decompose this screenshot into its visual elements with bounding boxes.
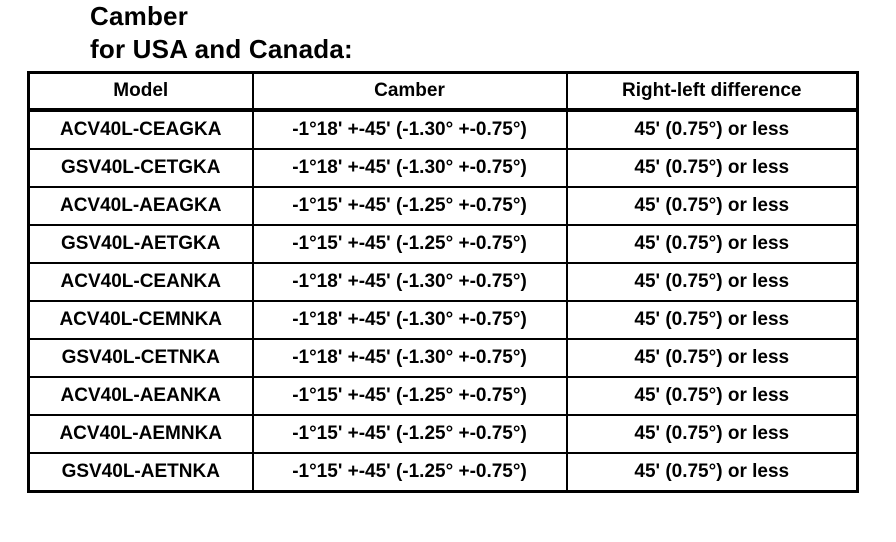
cell-camber: -1°15' +-45' (-1.25° +-0.75°) — [253, 225, 567, 263]
cell-camber: -1°15' +-45' (-1.25° +-0.75°) — [253, 377, 567, 415]
cell-camber: -1°18' +-45' (-1.30° +-0.75°) — [253, 110, 567, 149]
cell-model: GSV40L-CETGKA — [29, 149, 253, 187]
table-row — [29, 339, 858, 377]
cell-camber: -1°18' +-45' (-1.30° +-0.75°) — [253, 339, 567, 377]
cell-right-left-difference: 45' (0.75°) or less — [567, 377, 858, 415]
table-row — [29, 187, 858, 225]
title-line-1: Camber — [90, 1, 189, 31]
header-camber: Camber — [253, 73, 567, 111]
cell-model: ACV40L-CEANKA — [29, 263, 253, 301]
cell-right-left-difference: 45' (0.75°) or less — [567, 301, 858, 339]
table-row — [29, 453, 858, 492]
table-body — [29, 110, 858, 492]
table-row — [29, 110, 858, 149]
table-header — [29, 73, 858, 111]
cell-right-left-difference: 45' (0.75°) or less — [567, 263, 858, 301]
cell-right-left-difference: 45' (0.75°) or less — [567, 225, 858, 263]
cell-right-left-difference: 45' (0.75°) or less — [567, 110, 858, 149]
cell-right-left-difference: 45' (0.75°) or less — [567, 339, 858, 377]
table-row — [29, 149, 858, 187]
cell-right-left-difference: 45' (0.75°) or less — [567, 149, 858, 187]
header-model: Model — [29, 73, 253, 111]
cell-model: ACV40L-AEANKA — [29, 377, 253, 415]
cell-model: GSV40L-AETGKA — [29, 225, 253, 263]
cell-model: ACV40L-AEMNKA — [29, 415, 253, 453]
cell-model: GSV40L-AETNKA — [29, 453, 253, 492]
table-row — [29, 225, 858, 263]
cell-camber: -1°15' +-45' (-1.25° +-0.75°) — [253, 187, 567, 225]
table-row — [29, 415, 858, 453]
table-row — [29, 301, 858, 339]
cell-camber: -1°18' +-45' (-1.30° +-0.75°) — [253, 149, 567, 187]
cell-model: ACV40L-CEAGKA — [29, 110, 253, 149]
camber-spec-table — [27, 71, 859, 493]
cell-model: ACV40L-CEMNKA — [29, 301, 253, 339]
cell-model: ACV40L-AEAGKA — [29, 187, 253, 225]
table-row — [29, 263, 858, 301]
cell-right-left-difference: 45' (0.75°) or less — [567, 415, 858, 453]
cell-right-left-difference: 45' (0.75°) or less — [567, 187, 858, 225]
cell-camber: -1°15' +-45' (-1.25° +-0.75°) — [253, 453, 567, 492]
cell-camber: -1°18' +-45' (-1.30° +-0.75°) — [253, 301, 567, 339]
cell-right-left-difference: 45' (0.75°) or less — [567, 453, 858, 492]
table-row — [29, 377, 858, 415]
page-title — [90, 0, 353, 66]
title-line-2: for USA and Canada: — [90, 34, 353, 64]
cell-model: GSV40L-CETNKA — [29, 339, 253, 377]
header-right-left-difference: Right-left difference — [567, 73, 858, 111]
cell-camber: -1°15' +-45' (-1.25° +-0.75°) — [253, 415, 567, 453]
header-row — [29, 73, 858, 111]
cell-camber: -1°18' +-45' (-1.30° +-0.75°) — [253, 263, 567, 301]
